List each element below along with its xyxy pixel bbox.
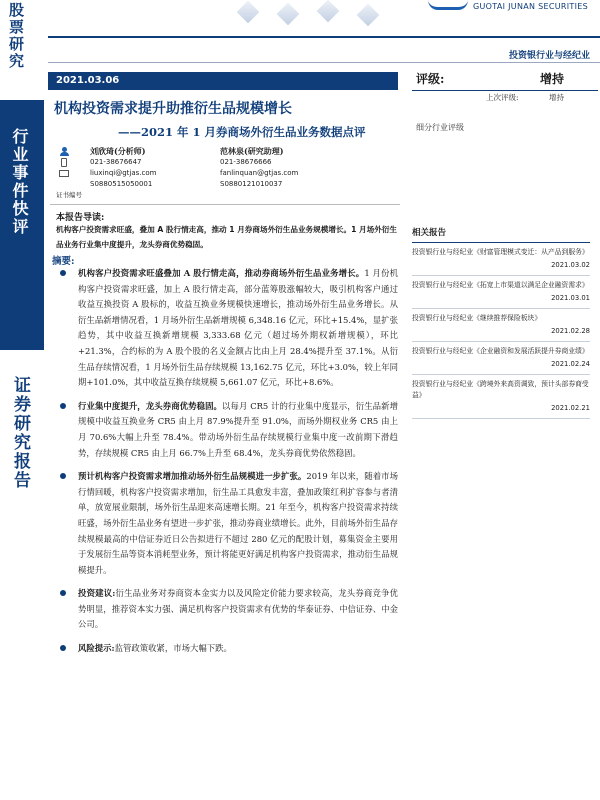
rating-box (404, 70, 594, 102)
person-icon (60, 147, 69, 156)
summary-bullets (56, 266, 398, 665)
related-report-item[interactable] (412, 247, 590, 276)
gem-shape (357, 4, 380, 27)
sidebar-mid-text: 行业事件快评 (10, 128, 29, 236)
analyst-phone: 021-38676647 (90, 158, 142, 166)
summary-bullet (56, 266, 398, 391)
analyst-name: 范林泉(研究助理) (220, 146, 284, 156)
sidebar-top-text: 股票研究 (7, 2, 25, 70)
summary-bullet (56, 399, 398, 461)
analyst-1 (90, 146, 156, 190)
related-reports (412, 226, 590, 419)
analyst-cert: S0880515050001 (90, 180, 153, 188)
gem-shape (317, 0, 340, 22)
analyst-icons (56, 146, 82, 179)
related-report-date: 2021.03.02 (412, 260, 590, 276)
analyst-divider (50, 204, 400, 205)
certificate-label: 证书编号 (56, 191, 82, 199)
related-reports-title: 相关报告 (412, 226, 590, 243)
related-report-date: 2021.02.28 (412, 326, 590, 342)
analyst-2 (220, 146, 298, 190)
summary-bullet (56, 641, 398, 657)
sidebar-mid-block (0, 100, 44, 350)
logo-text: GUOTAI JUNAN SECURITIES (473, 2, 588, 11)
rating-divider (412, 90, 598, 91)
date-bar (48, 72, 398, 90)
gem-shape (237, 1, 260, 24)
phone-icon (61, 158, 67, 167)
bullet-lead: 行业集中度提升，龙头券商优势稳固。 (78, 400, 223, 411)
analyst-info (56, 146, 366, 204)
related-report-item[interactable] (412, 379, 590, 419)
rating-label: 评级: (416, 72, 445, 86)
bullet-lead: 机构客户投资需求旺盛叠加 A 股行情走高，推动券商场外衍生品业务增长。 (78, 268, 365, 278)
bullet-dot-icon (60, 645, 66, 651)
guide-title: 本报告导读: (56, 213, 105, 223)
related-report-date: 2021.02.21 (412, 403, 590, 419)
related-report-title[interactable]: 投资银行业与经纪业《跨境外来高资调致，预计头部券商受益》 (412, 380, 589, 399)
company-logo (408, 0, 588, 16)
report-date: 2021.03.06 (56, 75, 120, 86)
previous-rating (404, 92, 594, 104)
report-subtitle: ——2021 年 1 月券商场外衍生品业务数据点评 (118, 125, 366, 139)
gem-banner (220, 0, 420, 30)
bullet-text: 监管政策收紧，市场大幅下跌。 (114, 643, 232, 654)
analyst-cert: S0880121010037 (220, 180, 283, 188)
header-subdivider (48, 62, 600, 63)
summary-bullet (56, 469, 398, 578)
related-report-date: 2021.02.24 (412, 359, 590, 375)
guide-text: 机构客户投资需求旺盛，叠加 A 股行情走高，推动 1 月券商场外衍生品业务规模增长。1 月场外衍生品业务行业集中度提升，龙头券商优势稳固。 (56, 225, 398, 249)
summary-bullet (56, 586, 398, 633)
gem-shape (277, 3, 300, 26)
related-report-title[interactable]: 投资银行业与经纪业《继续推荐保险板块》 (412, 314, 542, 322)
related-report-item[interactable] (412, 346, 590, 375)
sidebar-bottom-text: 证券研究报告 (10, 376, 30, 490)
bullet-lead: 投资建议: (78, 588, 116, 599)
mail-icon (59, 170, 69, 177)
bullet-text: 2019 年以来，随着市场行情回暖，机构客户投资需求增加，衍生品工具愈发丰富，叠加政策红利扩容参与者清单，放宽展业限制，场外衍生品迎来高速增长期。21 年至今，机构客户投资需求持续旺盛，场外衍生品业务有望进一步扩张，推动券商业绩增长。此外，目前场外衍生品存续规模最高的中信证券近日公告拟进行不超过 280 亿元的配股计划，募集资金主要用于发展衍生品等资本消耗型业务，预计将能更好满足机构客户投资需求，推动衍生品规模提升。 (78, 471, 398, 575)
bullet-text: 以每月 CR5 计的行业集中度显示，衍生品新增规模中收益互换业务 CR5 由上月 87.9%提升至 91.0%，而场外期权业务 CR5 由上月 70.6%大幅上升至 78.4%。带动场外衍生品存续规模行业集中度一改前期下滑趋势，存续规模 CR5 由上月 66.7%上升至 68.4%，龙头券商优势依然稳固。 (78, 400, 398, 458)
rating-value: 增持 (539, 72, 564, 86)
bullet-dot-icon (60, 473, 66, 479)
analyst-name: 刘欣琦(分析师) (90, 146, 146, 156)
logo-swoosh-icon (428, 0, 468, 10)
related-report-item[interactable] (412, 280, 590, 309)
bullet-lead: 预计机构客户投资需求增加推动场外衍生品规模进一步扩张。 (78, 471, 307, 482)
bullet-text: 衍生品业务对券商资本金实力以及风险定价能力要求较高，龙头券商竞争优势明显，推荐资本实力强、满足机构客户投资需求有优势的华泰证券、中信证券、中金公司。 (78, 588, 399, 630)
bullet-text: 1 月份机构客户投资需求旺盛，加上 A 股行情走高，部分蓝筹股涨幅较大，吸引机构客户通过收益互换投资 A 股标的，收益互换业务规模快速增长，推动场外衍生品业务增长。从衍生品新增情况看，1 月场外衍生品新增规模 6,348.16 亿元，环比+15.4%，显扩张趋势，其中收益互换新增规模 3,333.68 亿元（超过场外期权新增规模），环比+21.3%，合约标的为 A 股个股的名义金额占比由上月 28.4%提升至 37.1%。从衍生品存续情况看，1 月场外衍生品存续规模 13,162.75 亿元，环比+3.0%，较上年同期+101.0%，其中收益互换存续规模 5,661.07 亿元，环比+8.6%。 (78, 268, 398, 388)
related-report-title[interactable]: 投资银行业与经纪业《拓宽上市渠道以满足企业融资需求》 (412, 281, 589, 289)
header-divider (48, 36, 600, 38)
bullet-lead: 风险提示: (78, 643, 115, 654)
sub-industry-rating: 细分行业评级 (416, 123, 464, 132)
summary-title: 摘要: (52, 256, 75, 267)
report-title: 机构投资需求提升助推衍生品规模增长 (54, 101, 292, 117)
sidebar-top-block (0, 0, 44, 100)
previous-rating-value: 增持 (549, 93, 564, 102)
bullet-dot-icon (60, 270, 66, 276)
industry-category: 投资银行业与经纪业 (508, 51, 590, 61)
related-report-date: 2021.03.01 (412, 293, 590, 309)
previous-rating-label: 上次评级: (486, 93, 519, 102)
analyst-email[interactable]: liuxinqi@gtjas.com (90, 169, 157, 177)
analyst-email[interactable]: fanlinquan@gtjas.com (220, 169, 299, 177)
bullet-dot-icon (60, 403, 66, 409)
sidebar-bottom-block (0, 350, 44, 800)
bullet-dot-icon (60, 590, 66, 596)
related-report-title[interactable]: 投资银行业与经纪业《企业融资和发展活跃提升券商业绩》 (412, 347, 589, 355)
related-report-title[interactable]: 投资银行业与经纪业《财富管理模式变迁：从产品到服务》 (412, 248, 589, 256)
left-sidebar (0, 0, 44, 800)
related-report-item[interactable] (412, 313, 590, 342)
analyst-phone: 021-38676666 (220, 158, 272, 166)
